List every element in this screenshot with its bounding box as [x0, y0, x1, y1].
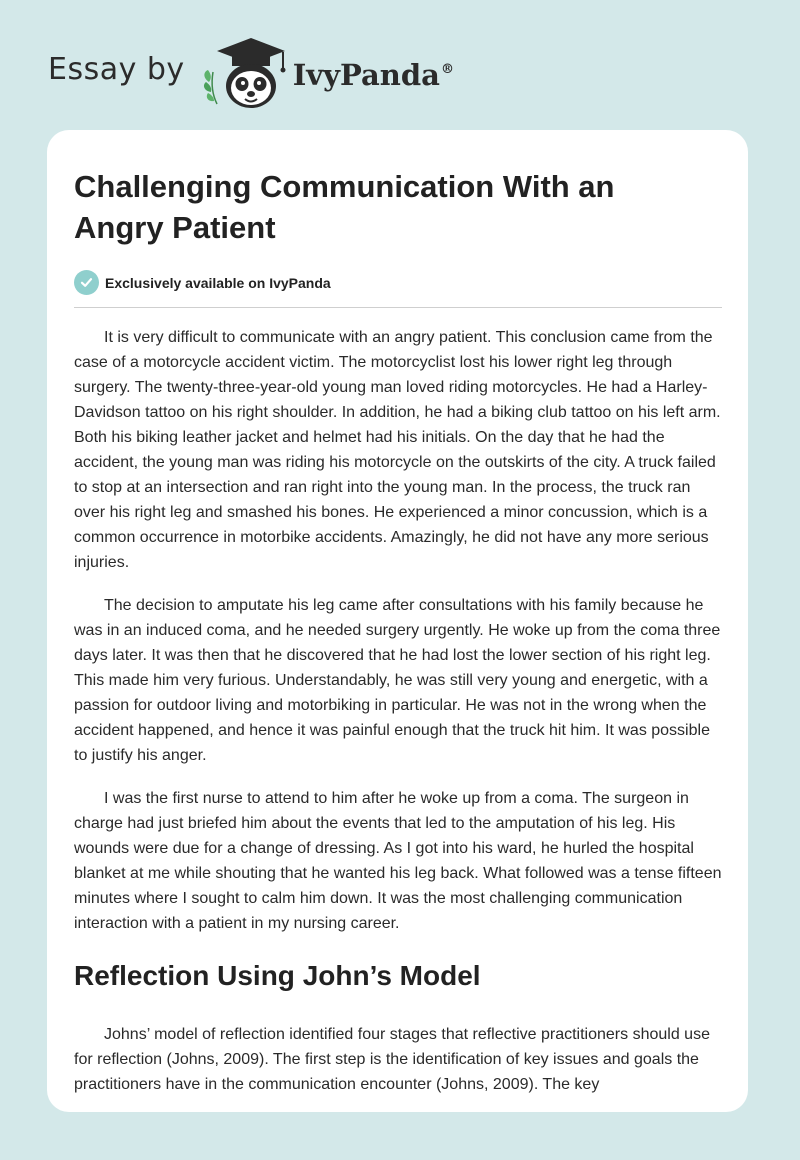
- essay-title: Challenging Communication With an Angry Patient: [74, 169, 615, 245]
- registered-mark: ®: [440, 62, 454, 77]
- section-heading: Reflection Using John’s Model: [74, 960, 481, 991]
- essay-by-label: Essay by: [48, 51, 185, 87]
- body-paragraph: The decision to amputate his leg came after consultations with his family because he was in an induced coma, and he needed surgery urgently. He woke up from the coma three days later. It was then that he discovered that he had lost the lower section of his right leg. This made him very furious. Understandably, he was still very young and energetic, with a passion for outdoor living and motorbiking in particular. He was not in the wrong when the accident happened, and hence it was painful enough that the truck hit him. It was possible to justify his anger.: [74, 597, 721, 764]
- essay-card: [47, 130, 748, 1112]
- site-header: [48, 34, 454, 110]
- exclusive-badge-label: Exclusively available on IvyPanda: [105, 274, 331, 291]
- brand-name[interactable]: IvyPanda®: [292, 58, 454, 92]
- body-paragraph: Johns’ model of reflection identified four stages that reflective practitioners should use for reflection (Johns, 2009). The first step is the identification of key issues and goals the practitioners have in the communication encounter (Johns, 2009). The key: [74, 1026, 710, 1093]
- body-paragraph: I was the first nurse to attend to him after he woke up from a coma. The surgeon in charge had just briefed him about the events that led to the amputation of his leg. His wounds were due for a change of dressing. As I got into his ward, he hurled the hospital blanket at me while shouting that he wanted his leg back. What followed was a tense fifteen minutes where I sought to calm him down. It was the most challenging communication interaction with a patient in my nursing career.: [74, 790, 722, 932]
- exclusive-badge: [74, 270, 722, 308]
- checkmark-icon: [74, 270, 99, 295]
- panda-logo-icon[interactable]: [199, 34, 289, 110]
- body-paragraph: It is very difficult to communicate with an angry patient. This conclusion came from the case of a motorcycle accident victim. The motorcyclist lost his lower right leg through surgery. The twenty-three-year-old young man loved riding motorcycles. He had a Harley-Davidson tattoo on his right shoulder. In addition, he had a biking club tattoo on his left arm. Both his biking leather jacket and helmet had his initials. On the day that he had the accident, the young man was riding his motorcycle on the outskirts of the city. A truck failed to stop at an intersection and ran right into the young man. In the process, the truck ran over his right leg and smashed his bones. He experienced a minor concussion, which is a common occurrence in motorbike accidents. Amazingly, he did not have any more serious injuries.: [74, 329, 721, 571]
